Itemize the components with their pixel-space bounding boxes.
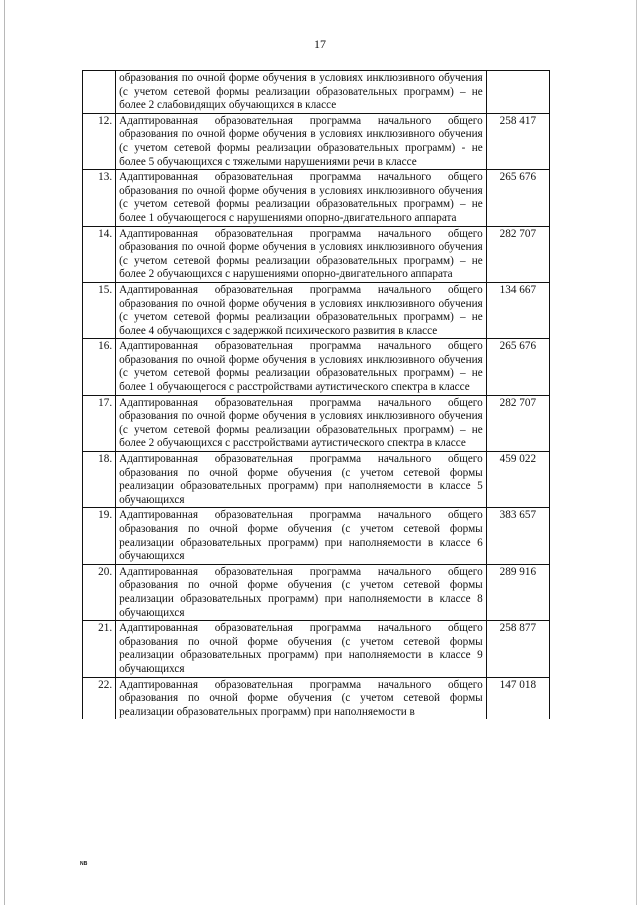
row-number: 20. (83, 564, 116, 620)
row-value: 147 018 (486, 677, 549, 719)
row-number: 18. (83, 452, 116, 508)
row-number: 16. (83, 339, 116, 395)
row-description: Адаптированная образовательная программа начального общего образования по очной форме обучения (с учетом сетевой формы реализации образовательных программ) при наполняемости в классе 8 обучающихся (116, 564, 487, 620)
table-row (83, 282, 550, 338)
row-description: Адаптированная образовательная программа начального общего образования по очной форме обучения (с учетом сетевой формы реализации образовательных программ) при наполняемости в классе 6 обучающихся (116, 508, 487, 564)
row-value: 134 667 (486, 282, 549, 338)
row-description: Адаптированная образовательная программа начального общего образования по очной форме обучения в условиях инклюзивного обучения (с учетом сетевой формы реализации образовательных программ) – не более 1 обучающегося с расстройствами аутистического спектра в классе (116, 339, 487, 395)
row-value: 282 707 (486, 226, 549, 282)
row-value (486, 71, 549, 114)
row-value: 459 022 (486, 452, 549, 508)
table-row (83, 564, 550, 620)
row-number: 21. (83, 621, 116, 677)
row-description: Адаптированная образовательная программа начального общего образования по очной форме обучения (с учетом сетевой формы реализации образовательных программ) при наполняемости в классе 9 обучающихся (116, 621, 487, 677)
row-value: 265 676 (486, 170, 549, 226)
row-number: 12. (83, 113, 116, 169)
table-row (83, 71, 550, 114)
row-number: 14. (83, 226, 116, 282)
table-row (83, 677, 550, 719)
row-description: Адаптированная образовательная программа начального общего образования по очной форме обучения в условиях инклюзивного обучения (с учетом сетевой формы реализации образовательных программ) – не более 4 обучающихся с задержкой психического развития в классе (116, 282, 487, 338)
table-row (83, 226, 550, 282)
row-value: 282 707 (486, 395, 549, 451)
table-row (83, 170, 550, 226)
row-description: Адаптированная образовательная программа начального общего образования по очной форме обучения в условиях инклюзивного обучения (с учетом сетевой формы реализации образовательных программ) - не более 5 обучающихся с тяжелыми нарушениями речи в классе (116, 113, 487, 169)
row-value: 289 916 (486, 564, 549, 620)
page-number: 17 (314, 37, 326, 51)
table-row (83, 395, 550, 451)
row-description: образования по очной форме обучения в условиях инклюзивного обучения (с учетом сетевой формы реализации образовательных программ) – не более 2 слабовидящих обучающихся в классе (116, 71, 487, 114)
footer-mark: NB (80, 861, 88, 867)
row-value: 258 417 (486, 113, 549, 169)
row-number: 19. (83, 508, 116, 564)
table-row (83, 339, 550, 395)
row-number (83, 71, 116, 114)
row-description: Адаптированная образовательная программа начального общего образования по очной форме обучения (с учетом сетевой формы реализации образовательных программ) при наполняемости в классе 5 обучающихся (116, 452, 487, 508)
row-description: Адаптированная образовательная программа начального общего образования по очной форме обучения в условиях инклюзивного обучения (с учетом сетевой формы реализации образовательных программ) – не более 1 обучающегося с нарушениями опорно-двигательного аппарата (116, 170, 487, 226)
scan-edge-left (4, 0, 5, 905)
row-number: 15. (83, 282, 116, 338)
row-value: 383 657 (486, 508, 549, 564)
row-number: 13. (83, 170, 116, 226)
table-row (83, 113, 550, 169)
row-number: 17. (83, 395, 116, 451)
row-description: Адаптированная образовательная программа начального общего образования по очной форме обучения в условиях инклюзивного обучения (с учетом сетевой формы реализации образовательных программ) – не более 2 обучающихся с нарушениями опорно-двигательного аппарата (116, 226, 487, 282)
row-value: 265 676 (486, 339, 549, 395)
table-row (83, 621, 550, 677)
row-description: Адаптированная образовательная программа начального общего образования по очной форме обучения в условиях инклюзивного обучения (с учетом сетевой формы реализации образовательных программ) – не более 2 обучающихся с расстройствами аутистического спектра в классе (116, 395, 487, 451)
table-row (83, 508, 550, 564)
tariff-table (82, 70, 550, 719)
row-description: Адаптированная образовательная программа начального общего образования по очной форме обучения (с учетом сетевой формы реализации образовательных программ) при наполняемости в (116, 677, 487, 719)
row-number: 22. (83, 677, 116, 719)
scan-edge-right (636, 0, 637, 905)
row-value: 258 877 (486, 621, 549, 677)
table-row (83, 452, 550, 508)
